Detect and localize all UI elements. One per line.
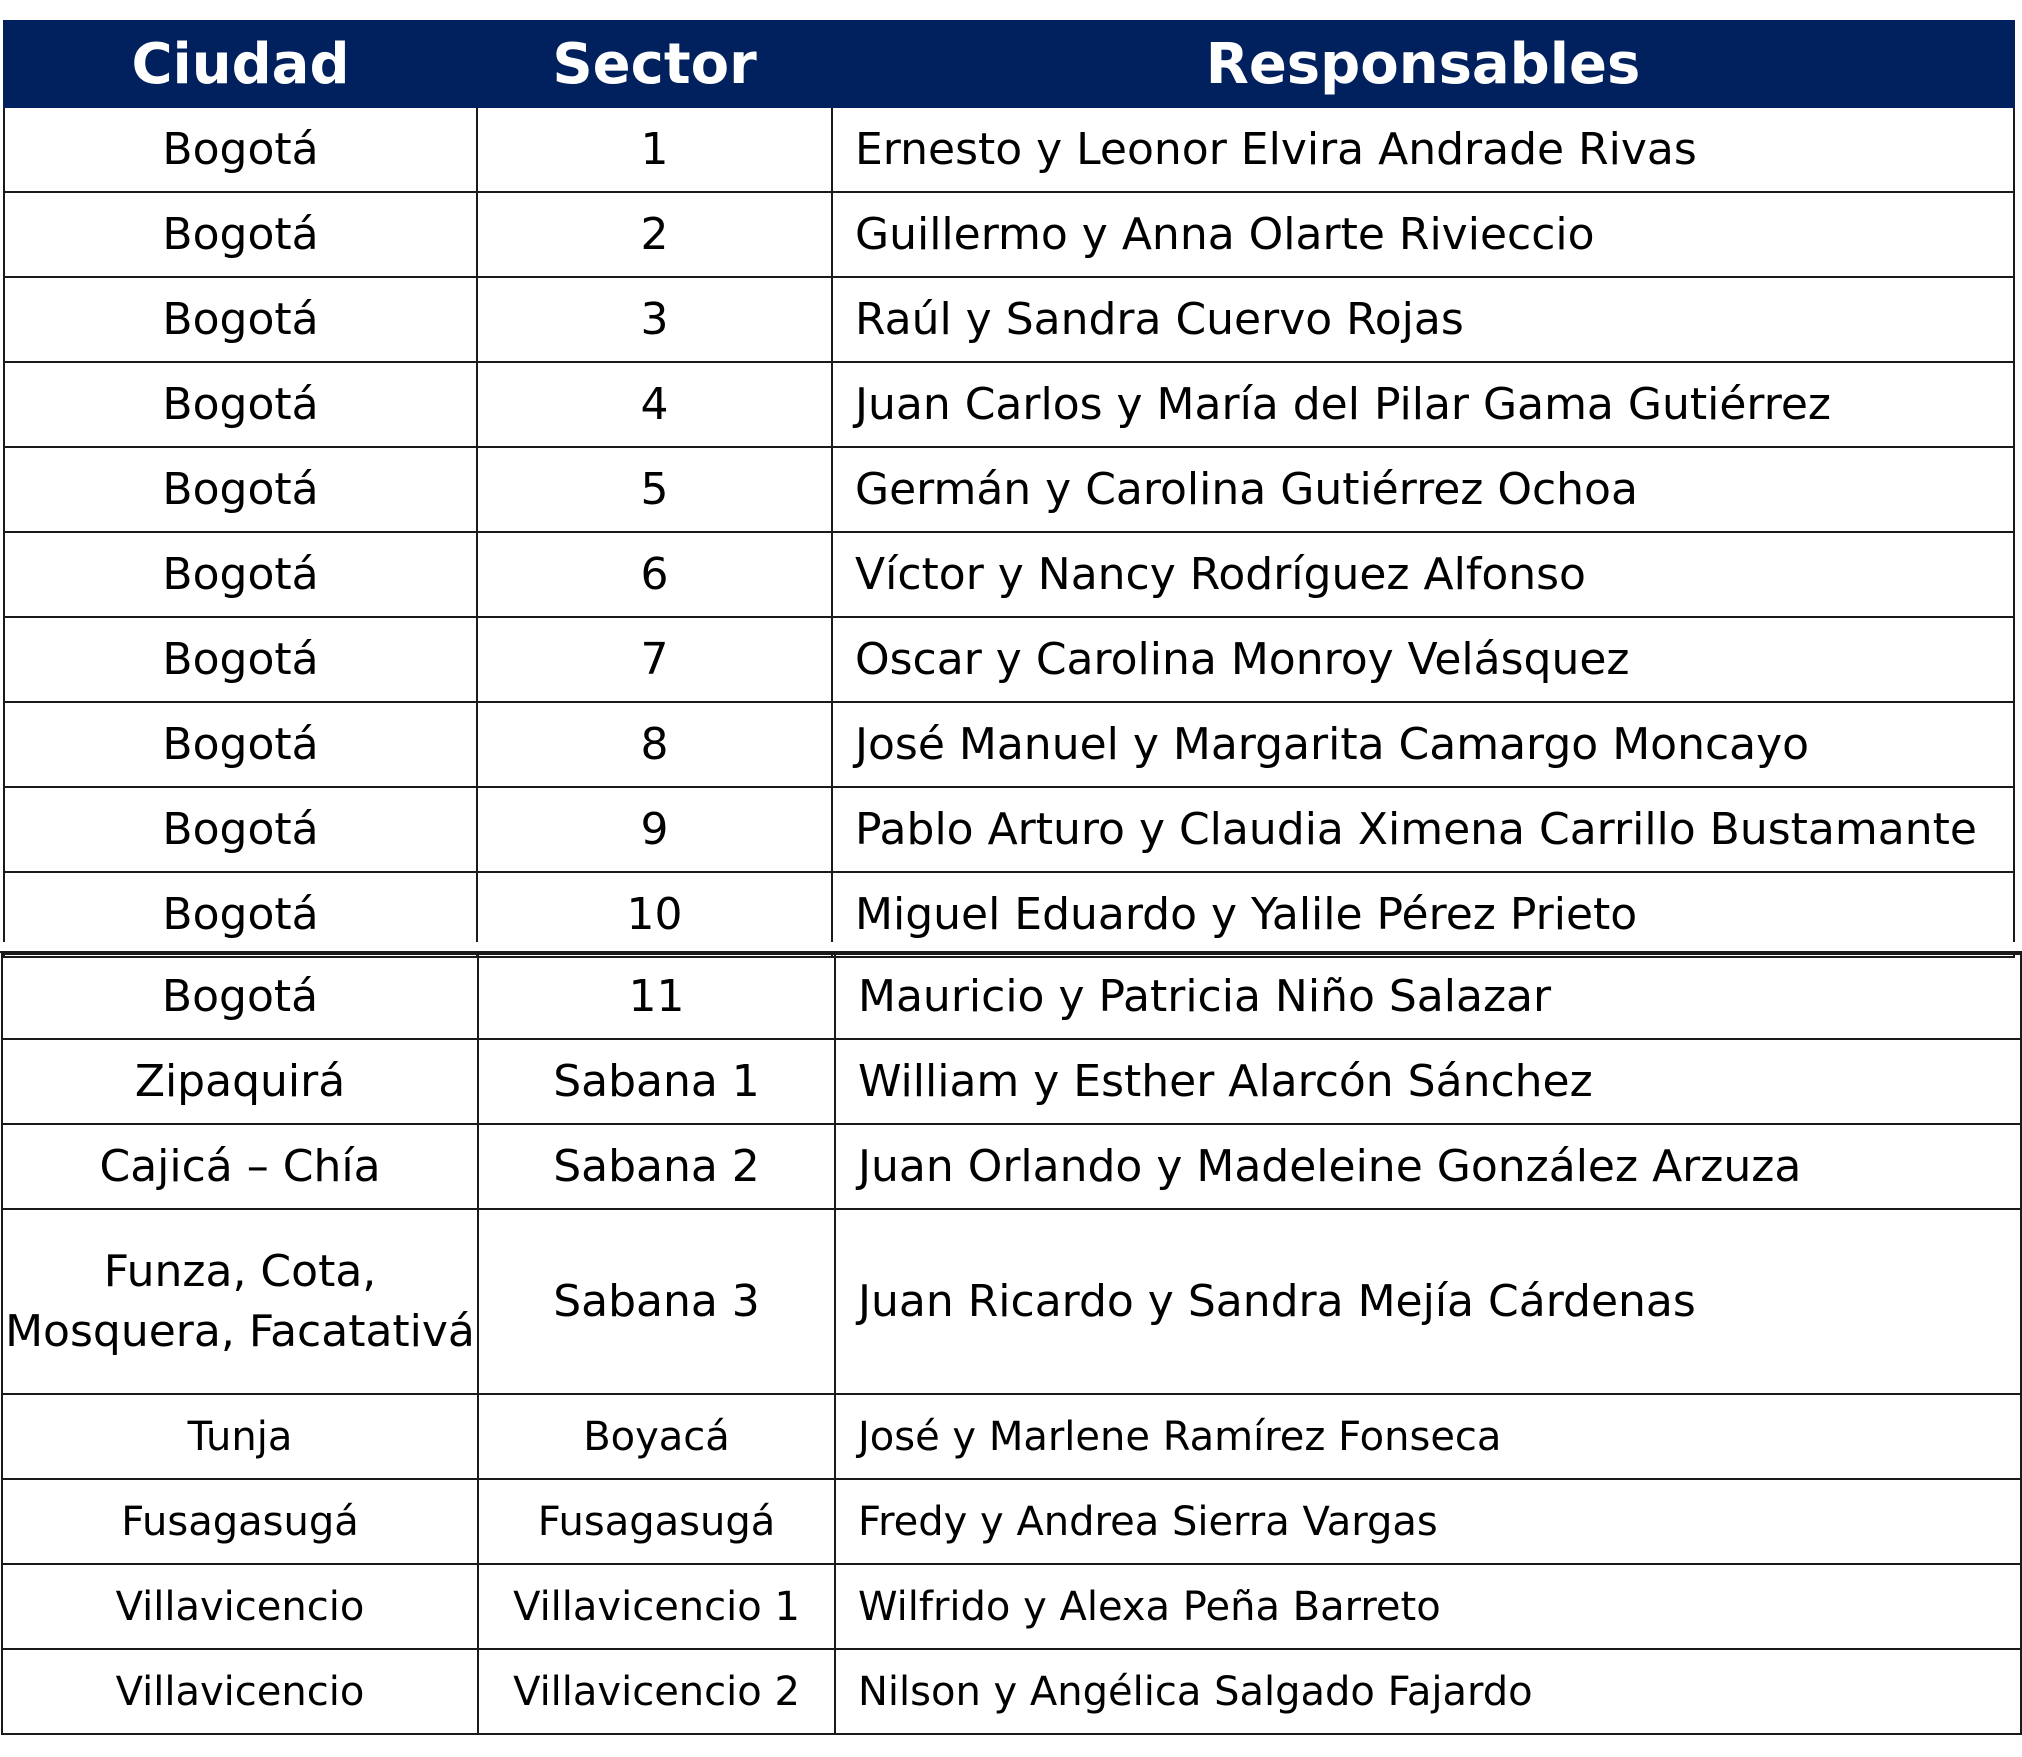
cell-responsible: Nilson y Angélica Salgado Fajardo (835, 1649, 2021, 1734)
cell-sector: Sabana 3 (478, 1209, 835, 1394)
cell-city: Tunja (2, 1394, 478, 1479)
cell-sector: 6 (477, 532, 832, 617)
cell-responsible: José Manuel y Margarita Camargo Moncayo (832, 702, 2014, 787)
cell-responsible: William y Esther Alarcón Sánchez (835, 1039, 2021, 1124)
responsibles-table-bottom (1, 953, 2022, 1735)
cell-sector: Boyacá (478, 1394, 835, 1479)
table-header-row (4, 21, 2014, 107)
cell-city: Funza, Cota, Mosquera, Facatativá (2, 1209, 478, 1394)
table-row (2, 954, 2021, 1039)
table-row (2, 1394, 2021, 1479)
cell-sector: 9 (477, 787, 832, 872)
table-row (4, 192, 2014, 277)
cell-responsible: Fredy y Andrea Sierra Vargas (835, 1479, 2021, 1564)
table-row (4, 787, 2014, 872)
cell-sector: Sabana 2 (478, 1124, 835, 1209)
table-body-bottom (2, 954, 2021, 1734)
table-row (2, 1039, 2021, 1124)
cell-responsible: Guillermo y Anna Olarte Rivieccio (832, 192, 2014, 277)
cell-responsible: Germán y Carolina Gutiérrez Ochoa (832, 447, 2014, 532)
cell-sector: Fusagasugá (478, 1479, 835, 1564)
cell-city: Bogotá (4, 787, 477, 872)
table-row (4, 107, 2014, 192)
header-city: Ciudad (4, 21, 477, 107)
cell-sector: 5 (477, 447, 832, 532)
cell-city: Zipaquirá (2, 1039, 478, 1124)
table-row (2, 1479, 2021, 1564)
cell-responsible: Juan Ricardo y Sandra Mejía Cárdenas (835, 1209, 2021, 1394)
cell-city: Cajicá – Chía (2, 1124, 478, 1209)
table-row (2, 1649, 2021, 1734)
table-row (4, 702, 2014, 787)
cell-responsible: Víctor y Nancy Rodríguez Alfonso (832, 532, 2014, 617)
cell-city: Bogotá (4, 192, 477, 277)
cell-city: Bogotá (4, 362, 477, 447)
header-sector: Sector (477, 21, 832, 107)
cell-responsible: Juan Carlos y María del Pilar Gama Gutiérrez (832, 362, 2014, 447)
cell-city: Bogotá (4, 107, 477, 192)
table-row (2, 1564, 2021, 1649)
cell-responsible: Juan Orlando y Madeleine González Arzuza (835, 1124, 2021, 1209)
cell-sector: 1 (477, 107, 832, 192)
cell-city: Villavicencio (2, 1649, 478, 1734)
cell-city: Bogotá (4, 702, 477, 787)
cell-sector: Sabana 1 (478, 1039, 835, 1124)
cell-city: Villavicencio (2, 1564, 478, 1649)
table-row (4, 277, 2014, 362)
cell-sector: 3 (477, 277, 832, 362)
table-body-top (4, 107, 2014, 957)
table-row (2, 1209, 2021, 1394)
cell-sector: Villavicencio 2 (478, 1649, 835, 1734)
cell-city: Bogotá (4, 447, 477, 532)
cell-city: Bogotá (4, 532, 477, 617)
cell-sector: 8 (477, 702, 832, 787)
cell-sector: 11 (478, 954, 835, 1039)
cell-responsible: Oscar y Carolina Monroy Velásquez (832, 617, 2014, 702)
cell-responsible: Wilfrido y Alexa Peña Barreto (835, 1564, 2021, 1649)
table-row (4, 617, 2014, 702)
responsibles-table-top (3, 20, 2015, 958)
cell-responsible: Mauricio y Patricia Niño Salazar (835, 954, 2021, 1039)
cell-responsible: Ernesto y Leonor Elvira Andrade Rivas (832, 107, 2014, 192)
table-row (4, 447, 2014, 532)
table-row (2, 1124, 2021, 1209)
cell-city: Bogotá (2, 954, 478, 1039)
cell-responsible: Raúl y Sandra Cuervo Rojas (832, 277, 2014, 362)
cell-sector: 2 (477, 192, 832, 277)
cell-responsible: Pablo Arturo y Claudia Ximena Carrillo Bustamante (832, 787, 2014, 872)
cell-sector: Villavicencio 1 (478, 1564, 835, 1649)
cell-sector: 4 (477, 362, 832, 447)
cell-responsible: José y Marlene Ramírez Fonseca (835, 1394, 2021, 1479)
cell-city: Fusagasugá (2, 1479, 478, 1564)
table-row (4, 362, 2014, 447)
table-row (4, 532, 2014, 617)
header-responsible: Responsables (832, 21, 2014, 107)
cell-city: Bogotá (4, 617, 477, 702)
cell-city: Bogotá (4, 277, 477, 362)
cell-sector: 7 (477, 617, 832, 702)
cell-responsible: Miguel Eduardo y Yalile Pérez Prieto (832, 872, 2014, 957)
cell-city: Bogotá (4, 872, 477, 957)
cell-sector: 10 (477, 872, 832, 957)
